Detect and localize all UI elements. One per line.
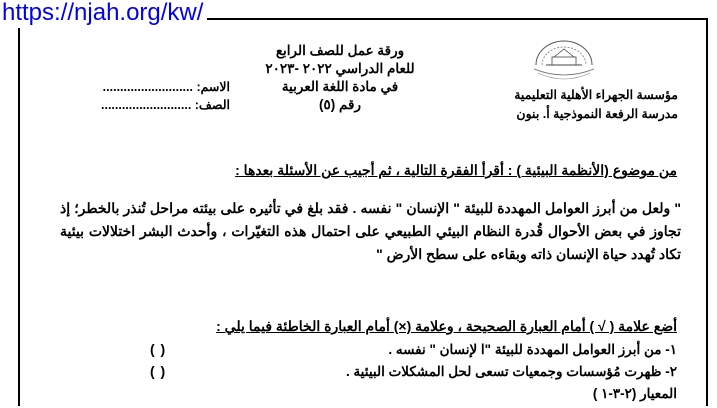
standard-label: المعيار (٢-٣-١ ) [592,386,677,401]
title-line: ورقة عمل للصف الرابع [275,43,405,58]
school-seal-icon [524,35,604,87]
worksheet-number: رقم (٥) [319,97,361,112]
question-item: ٢- ظهرت مُؤسسات وجمعيات تسعى لحل المشكلات البيئية . [345,364,677,379]
reading-paragraph: " ولعل من أبرز العوامل المهددة للبيئة " الإنسان " نفسه . فقد بلغ في تأثيره على بيئته مراحل تُنذر بالخطر؛ إذ تجاوز في بعض الأحوال قُدرة النظام البيئي الطبيعي على احتمال هذه التغيّرات ، وأحدث البشر اختلالات بيئية تكاد تُهدد حياة الإنسان ذاته وبقاءه على سطح الأرض " [60,200,681,262]
worksheet-title [230,42,450,114]
organization-name: مؤسسة الجهراء الأهلية التعليمية [514,88,678,102]
name-field[interactable]: الاسم: .......................... [102,80,230,94]
question-item: ١- من أبرز العوامل المهددة للبيئة "ا لإنسان " نفسه . [388,342,677,357]
answer-box[interactable]: ( ) [150,341,167,357]
subject: في مادة اللغة العربية [281,79,399,94]
organization-info [514,86,678,124]
source-url[interactable]: https://njah.org/kw/ [0,0,207,28]
school-name: مدرسة الرفعة النموذجية أ. بنون [516,107,678,121]
student-fields [50,78,230,114]
class-field[interactable]: الصف: .......................... [101,98,230,112]
instruction-heading: أضع علامة ( √ ) أمام العبارة الصحيحة ، وعلامة (×) أمام العبارة الخاطئة فيما يلي : [216,318,677,334]
answer-box[interactable]: ( ) [150,363,167,379]
topic-heading: من موضوع (الأنظمة البيئية ) : أقرأ الفقرة التالية ، ثم أجيب عن الأسئلة بعدها : [235,162,677,178]
academic-year: للعام الدراسي ٢٠٢٢ -٢٠٢٣ [265,61,415,76]
